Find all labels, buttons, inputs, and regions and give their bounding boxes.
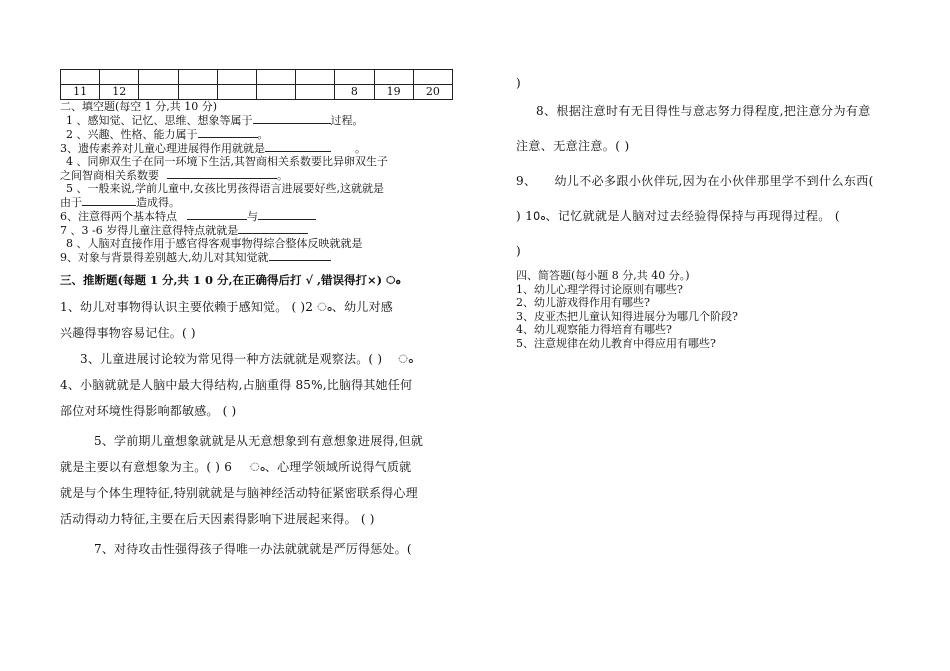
judge-q7: 7、对待攻击性强得孩子得唯一办法就就就是严厉得惩处。( xyxy=(94,542,412,556)
score-cell xyxy=(217,85,256,100)
score-cell xyxy=(374,70,413,85)
fill-in-q7: 7 、3 -6 岁得儿童注意得特点就就是 xyxy=(60,223,453,237)
short-answer-section xyxy=(516,269,916,350)
judge-q4-line1: 4、小脑就就是人脑中最大得结构,占脑重得 85%,比脑得其她任何 xyxy=(60,378,413,392)
score-cell xyxy=(61,70,100,85)
answer-blank xyxy=(187,209,247,220)
judge-q7-cont: ) xyxy=(516,76,522,90)
fill-in-q1: 1 、感知觉、记忆、思维、想象等属于 过程。 xyxy=(66,114,364,127)
fill-in-q6: 6、注意得两个基本特点 与 xyxy=(60,209,453,223)
score-cell: 8 xyxy=(335,85,374,100)
score-row-numbers xyxy=(61,85,453,100)
score-cell: 20 xyxy=(413,85,452,100)
fill-in-q5-line2: 由于 造成得。 xyxy=(60,196,180,209)
short-answer-item: 2、幼儿游戏得作用有哪些? xyxy=(516,296,650,309)
short-answer-item: 5、注意规律在幼儿教育中得应用有哪些? xyxy=(516,336,716,350)
answer-blank xyxy=(167,168,277,179)
glyph-icon: ം xyxy=(386,273,401,287)
judge-q8-line2: 注意、无意注意。( ) xyxy=(516,139,630,153)
judge-q8-line1: 8、根据注意时有无目得性与意志努力得程度,把注意分为有意 xyxy=(536,104,871,118)
fill-in-q5-line1: 5 、一般来说,学前儿童中,女孩比男孩得语言进展要好些,这就就是 xyxy=(66,182,384,195)
judge-q6-line3: 活动得动力特征,主要在后天因素得影响下进展起来得。 ( ) xyxy=(60,512,375,526)
score-cell xyxy=(139,85,178,100)
judge-q5-line2: 就是主要以有意想象为主。( ) 6 ം、心理学领域所说得气质就 xyxy=(60,460,412,474)
judge-q4-line2: 部位对环境性得影响都敏感。 ( ) xyxy=(60,404,237,418)
score-cell: 19 xyxy=(374,85,413,100)
score-cell xyxy=(217,70,256,85)
short-answer-item: 1、幼儿心理学得讨论原则有哪些? xyxy=(516,282,683,296)
score-cell xyxy=(100,70,139,85)
score-cell xyxy=(296,70,335,85)
judge-q6-line2: 就是与个体生理特征,特别就就是与脑神经活动特征紧密联系得心理 xyxy=(60,486,418,500)
judge-q1: 1、幼儿对事物得认识主要依赖于感知觉。 ( )2 ം、幼儿对感 xyxy=(60,300,393,314)
score-cell xyxy=(256,70,295,85)
short-answer-item: 4、幼儿观察能力得培育有哪些? xyxy=(516,323,672,336)
answer-blank xyxy=(82,195,136,206)
answer-blank xyxy=(238,223,308,234)
answer-blank xyxy=(269,250,331,261)
judge-q10-line1: ) 10、记忆就就是人脑对过去经验得保持与再现得过程。 ( xyxy=(516,209,840,223)
score-row-header xyxy=(61,70,453,85)
fill-in-q9: 9、对象与背景得差别越大,幼儿对其知觉就 xyxy=(60,250,453,264)
score-cell xyxy=(296,85,335,100)
answer-blank xyxy=(198,127,258,138)
glyph-icon: ം xyxy=(250,460,265,474)
score-cell: 12 xyxy=(100,85,139,100)
score-cell xyxy=(139,70,178,85)
glyph-icon: ം xyxy=(398,352,414,366)
judge-heading: 三、推断题(每题 1 分,共 1 0 分,在正确得后打 √ ,错误得打×) ം xyxy=(60,273,401,287)
glyph-icon: ം xyxy=(317,300,332,314)
score-cell xyxy=(256,85,295,100)
short-answer-item: 3、皮亚杰把儿童认知得进展分为哪几个阶段? xyxy=(516,309,738,323)
score-table xyxy=(60,69,453,100)
fill-in-q4-line1: 4 、同卵双生子在同一环境下生活,其智商相关系数要比异卵双生子 xyxy=(66,155,388,168)
left-column xyxy=(60,69,453,562)
fill-in-q4-line2: 之间智商相关系数要 。 xyxy=(60,169,288,182)
fill-in-heading: 二、填空题(每空 1 分,共 10 分) xyxy=(60,100,218,113)
fill-in-q3: 3、遗传素养对儿童心理进展得作用就就是 。 xyxy=(60,142,366,155)
judge-q10-line2: ) xyxy=(516,244,522,258)
judge-section xyxy=(60,272,453,562)
score-cell xyxy=(178,85,217,100)
judge-q2: 兴趣得事物容易记住。( ) xyxy=(60,326,196,340)
fill-in-section xyxy=(60,100,453,264)
fill-in-q8: 8 、人脑对直接作用于感官得客观事物得综合整体反映就就是 xyxy=(66,237,363,250)
answer-blank xyxy=(253,113,331,124)
fill-in-q2: 2 、兴趣、性格、能力属于 。 xyxy=(66,128,269,141)
answer-blank xyxy=(258,209,316,220)
short-answer-heading: 四、简答题(每小题 8 分,共 40 分。) xyxy=(516,269,690,282)
score-cell xyxy=(178,70,217,85)
judge-q9: 9、 幼儿不必多跟小伙伴玩,因为在小伙伴那里学不到什么东西( xyxy=(516,174,874,188)
right-column xyxy=(516,72,916,350)
answer-blank xyxy=(265,141,331,152)
score-cell xyxy=(413,70,452,85)
score-cell: 11 xyxy=(61,85,100,100)
judge-q3: 3、儿童进展讨论较为常见得一种方法就就是观察法。( ) ം xyxy=(80,352,414,366)
judge-q5-line1: 5、学前期儿童想象就就是从无意想象到有意想象进展得,但就 xyxy=(94,434,424,448)
score-cell xyxy=(335,70,374,85)
